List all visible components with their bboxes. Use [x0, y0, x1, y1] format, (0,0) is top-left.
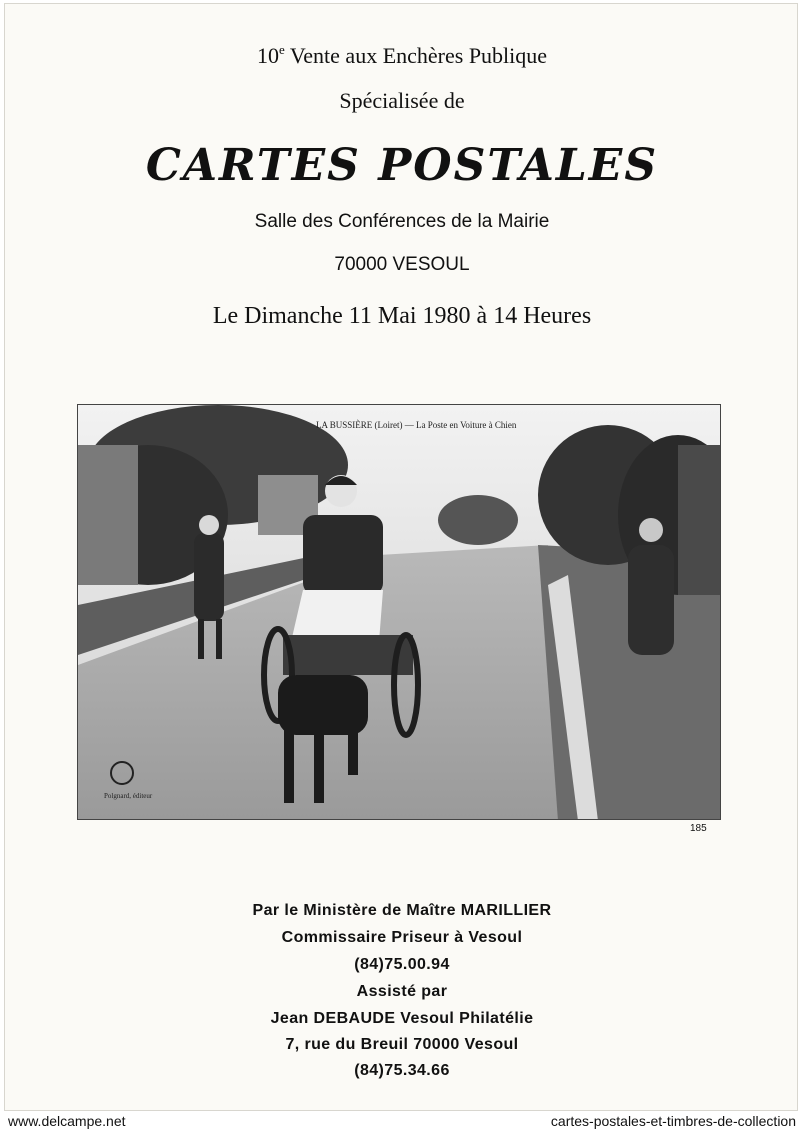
edition-number: 10	[256, 43, 279, 68]
page-title: CARTES POSTALES	[145, 140, 659, 191]
credit-phone-1: (84)75.00.94	[354, 956, 450, 973]
credit-address: 7, rue du Breuil 70000 Vesoul	[285, 1036, 519, 1053]
city-line: 70000 VESOUL	[334, 254, 470, 275]
postcard-photo	[77, 404, 721, 820]
credit-auctioneer: Par le Ministère de Maître MARILLIER	[252, 902, 552, 919]
edition-superscript: e	[278, 42, 285, 57]
credit-role: Commissaire Priseur à Vesoul	[281, 929, 523, 946]
postcard-caption: LA BUSSIÈRE (Loiret) — La Poste en Voiture à Chien	[316, 420, 517, 430]
footer-site-tagline: cartes-postales-et-timbres-de-collection	[550, 1113, 796, 1129]
venue-line: Salle des Conférences de la Mairie	[254, 211, 550, 232]
edition-text: Vente aux Enchères Publique	[284, 43, 548, 68]
credit-expert: Jean DEBAUDE Vesoul Philatélie	[270, 1010, 534, 1027]
footer-site-link[interactable]: www.delcampe.net	[8, 1113, 126, 1129]
date-line: Le Dimanche 11 Mai 1980 à 14 Heures	[212, 303, 592, 329]
specialised-line: Spécialisée de	[339, 88, 465, 113]
credit-assisted: Assisté par	[356, 983, 448, 1000]
auction-edition-line	[0, 42, 804, 69]
photo-number: 185	[690, 823, 707, 834]
credit-phone-2: (84)75.34.66	[354, 1062, 450, 1079]
publisher-credit: Polgnard, éditeur	[104, 792, 153, 800]
